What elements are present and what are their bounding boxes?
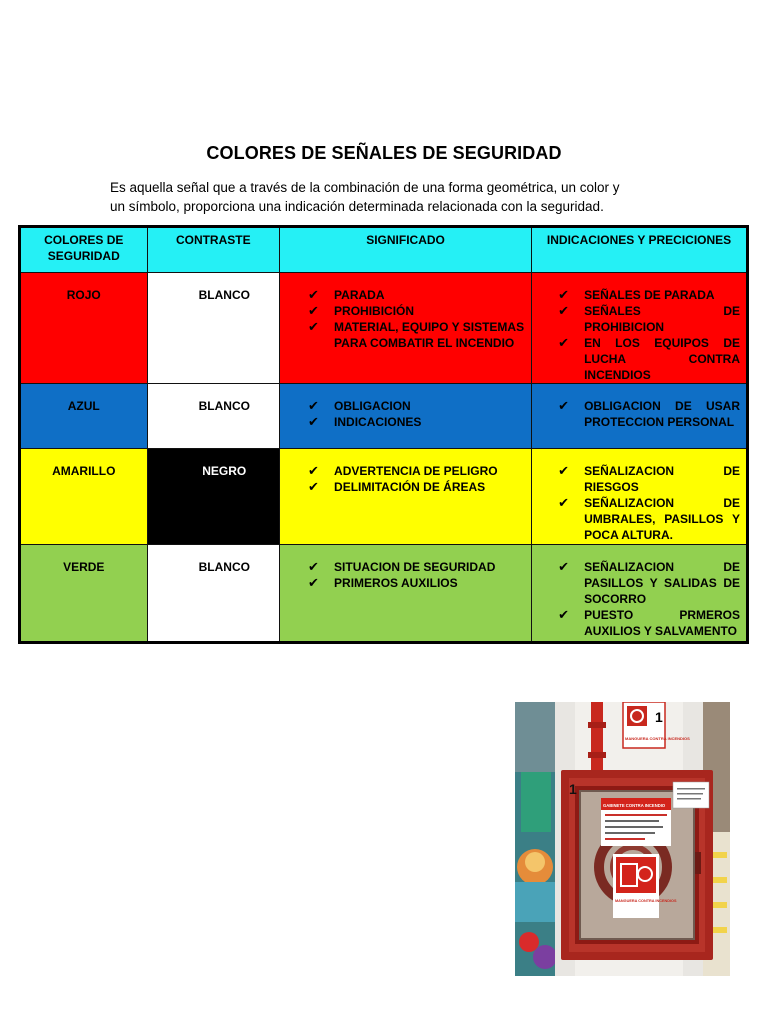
checkmark-icon: ✔ — [558, 559, 569, 574]
indications-cell — [532, 449, 748, 545]
color-name-cell: AMARILLO — [20, 449, 148, 545]
list-item-text: SEÑALES DE PROHIBICION — [584, 304, 740, 334]
contrast-cell: BLANCO — [147, 545, 280, 643]
checkmark-icon: ✔ — [308, 414, 319, 429]
header-meaning: SIGNIFICADO — [280, 227, 532, 273]
contrast-cell: BLANCO — [147, 384, 280, 449]
color-name-cell: ROJO — [20, 273, 148, 384]
list-item-text: SEÑALIZACION DE UMBRALES, PASILLOS Y POCA ALTURA. — [584, 496, 740, 542]
table-row — [20, 545, 748, 643]
header-indications: INDICACIONES Y PRECICIONES — [532, 227, 748, 273]
indications-cell-list — [532, 273, 746, 383]
list-item — [280, 575, 525, 591]
list-item — [532, 287, 740, 303]
header-colors: COLORES DE SEGURIDAD — [20, 227, 148, 273]
checkmark-icon: ✔ — [308, 398, 319, 413]
checkmark-icon: ✔ — [558, 495, 569, 510]
table-row — [20, 449, 748, 545]
list-item-text: MATERIAL, EQUIPO Y SISTEMAS PARA COMBATIR EL INCENDIO — [334, 320, 525, 350]
checkmark-icon: ✔ — [558, 335, 569, 350]
checkmark-icon: ✔ — [308, 479, 319, 494]
meaning-cell-list — [280, 449, 531, 495]
contrast-cell: BLANCO — [147, 273, 280, 384]
page-title: COLORES DE SEÑALES DE SEGURIDAD — [206, 143, 562, 163]
indications-cell — [532, 545, 748, 643]
list-item-text: SEÑALES DE PARADA — [584, 288, 715, 302]
list-item — [280, 303, 525, 319]
checkmark-icon: ✔ — [308, 303, 319, 318]
indications-cell — [532, 384, 748, 449]
contrast-cell: NEGRO — [147, 449, 280, 545]
checkmark-icon: ✔ — [308, 319, 319, 334]
indications-cell-list — [532, 545, 746, 639]
meaning-cell — [280, 449, 532, 545]
indications-cell-list — [532, 449, 746, 543]
list-item-text: PROHIBICIÓN — [334, 304, 415, 318]
list-item — [532, 495, 740, 543]
list-item-text: SITUACION DE SEGURIDAD — [334, 560, 496, 574]
meaning-cell — [280, 384, 532, 449]
color-name-cell: AZUL — [20, 384, 148, 449]
list-item — [532, 607, 740, 639]
cabinet-label: GABINETE CONTRA INCENDIO — [603, 803, 666, 808]
list-item-text: SEÑALIZACION DE RIESGOS — [584, 464, 740, 494]
table-row — [20, 384, 748, 449]
cabinet-number: 1 — [569, 781, 577, 797]
list-item-text: PARADA — [334, 288, 385, 302]
list-item-text: OBLIGACION — [334, 399, 411, 413]
list-item — [532, 559, 740, 607]
checkmark-icon: ✔ — [308, 463, 319, 478]
list-item-text: DELIMITACIÓN DE ÁREAS — [334, 480, 486, 494]
list-item — [280, 319, 525, 351]
list-item-text: OBLIGACION DE USAR PROTECCION PERSONAL — [584, 399, 740, 429]
list-item-text: EN LOS EQUIPOS DE LUCHA CONTRA INCENDIOS — [584, 336, 740, 382]
meaning-cell-list — [280, 273, 531, 351]
checkmark-icon: ✔ — [558, 303, 569, 318]
meaning-cell — [280, 273, 532, 384]
safety-colors-table — [18, 225, 749, 644]
list-item — [532, 303, 740, 335]
checkmark-icon: ✔ — [308, 559, 319, 574]
sign-number: 1 — [655, 709, 663, 725]
indications-cell — [532, 273, 748, 384]
table-row — [20, 273, 748, 384]
list-item — [280, 287, 525, 303]
table-header-row — [20, 227, 748, 273]
checkmark-icon: ✔ — [558, 287, 569, 302]
list-item-text: ADVERTENCIA DE PELIGRO — [334, 464, 498, 478]
intro-paragraph — [110, 178, 670, 216]
intro-line-1: Es aquella señal que a través de la combinación de una forma geométrica, un color y — [110, 180, 620, 195]
list-item-text: SEÑALIZACION DE PASILLOS Y SALIDAS DE SOCORRO — [584, 560, 740, 606]
meaning-cell-list — [280, 384, 531, 430]
fire-hose-cabinet-photo — [515, 702, 730, 976]
list-item — [532, 398, 740, 430]
list-item — [532, 335, 740, 383]
header-contrast: CONTRASTE — [147, 227, 280, 273]
checkmark-icon: ✔ — [308, 575, 319, 590]
list-item-text: PRIMEROS AUXILIOS — [334, 576, 458, 590]
list-item — [280, 398, 525, 414]
list-item — [280, 479, 525, 495]
checkmark-icon: ✔ — [558, 398, 569, 413]
list-item — [532, 463, 740, 495]
checkmark-icon: ✔ — [558, 607, 569, 622]
list-item — [280, 414, 525, 430]
checkmark-icon: ✔ — [308, 287, 319, 302]
color-name-cell: VERDE — [20, 545, 148, 643]
hose-label: MANGUERA CONTRA INCENDIOS — [615, 899, 677, 903]
meaning-cell — [280, 545, 532, 643]
sign-label: MANGUERA CONTRA INCENDIOS — [625, 736, 690, 741]
intro-line-2: un símbolo, proporciona una indicación determinada relacionada con la seguridad. — [110, 199, 604, 214]
list-item-text: INDICACIONES — [334, 415, 422, 429]
list-item — [280, 463, 525, 479]
meaning-cell-list — [280, 545, 531, 591]
list-item-text: PUESTO PRMEROS AUXILIOS Y SALVAMENTO — [584, 608, 740, 638]
checkmark-icon: ✔ — [558, 463, 569, 478]
list-item — [280, 559, 525, 575]
indications-cell-list — [532, 384, 746, 430]
